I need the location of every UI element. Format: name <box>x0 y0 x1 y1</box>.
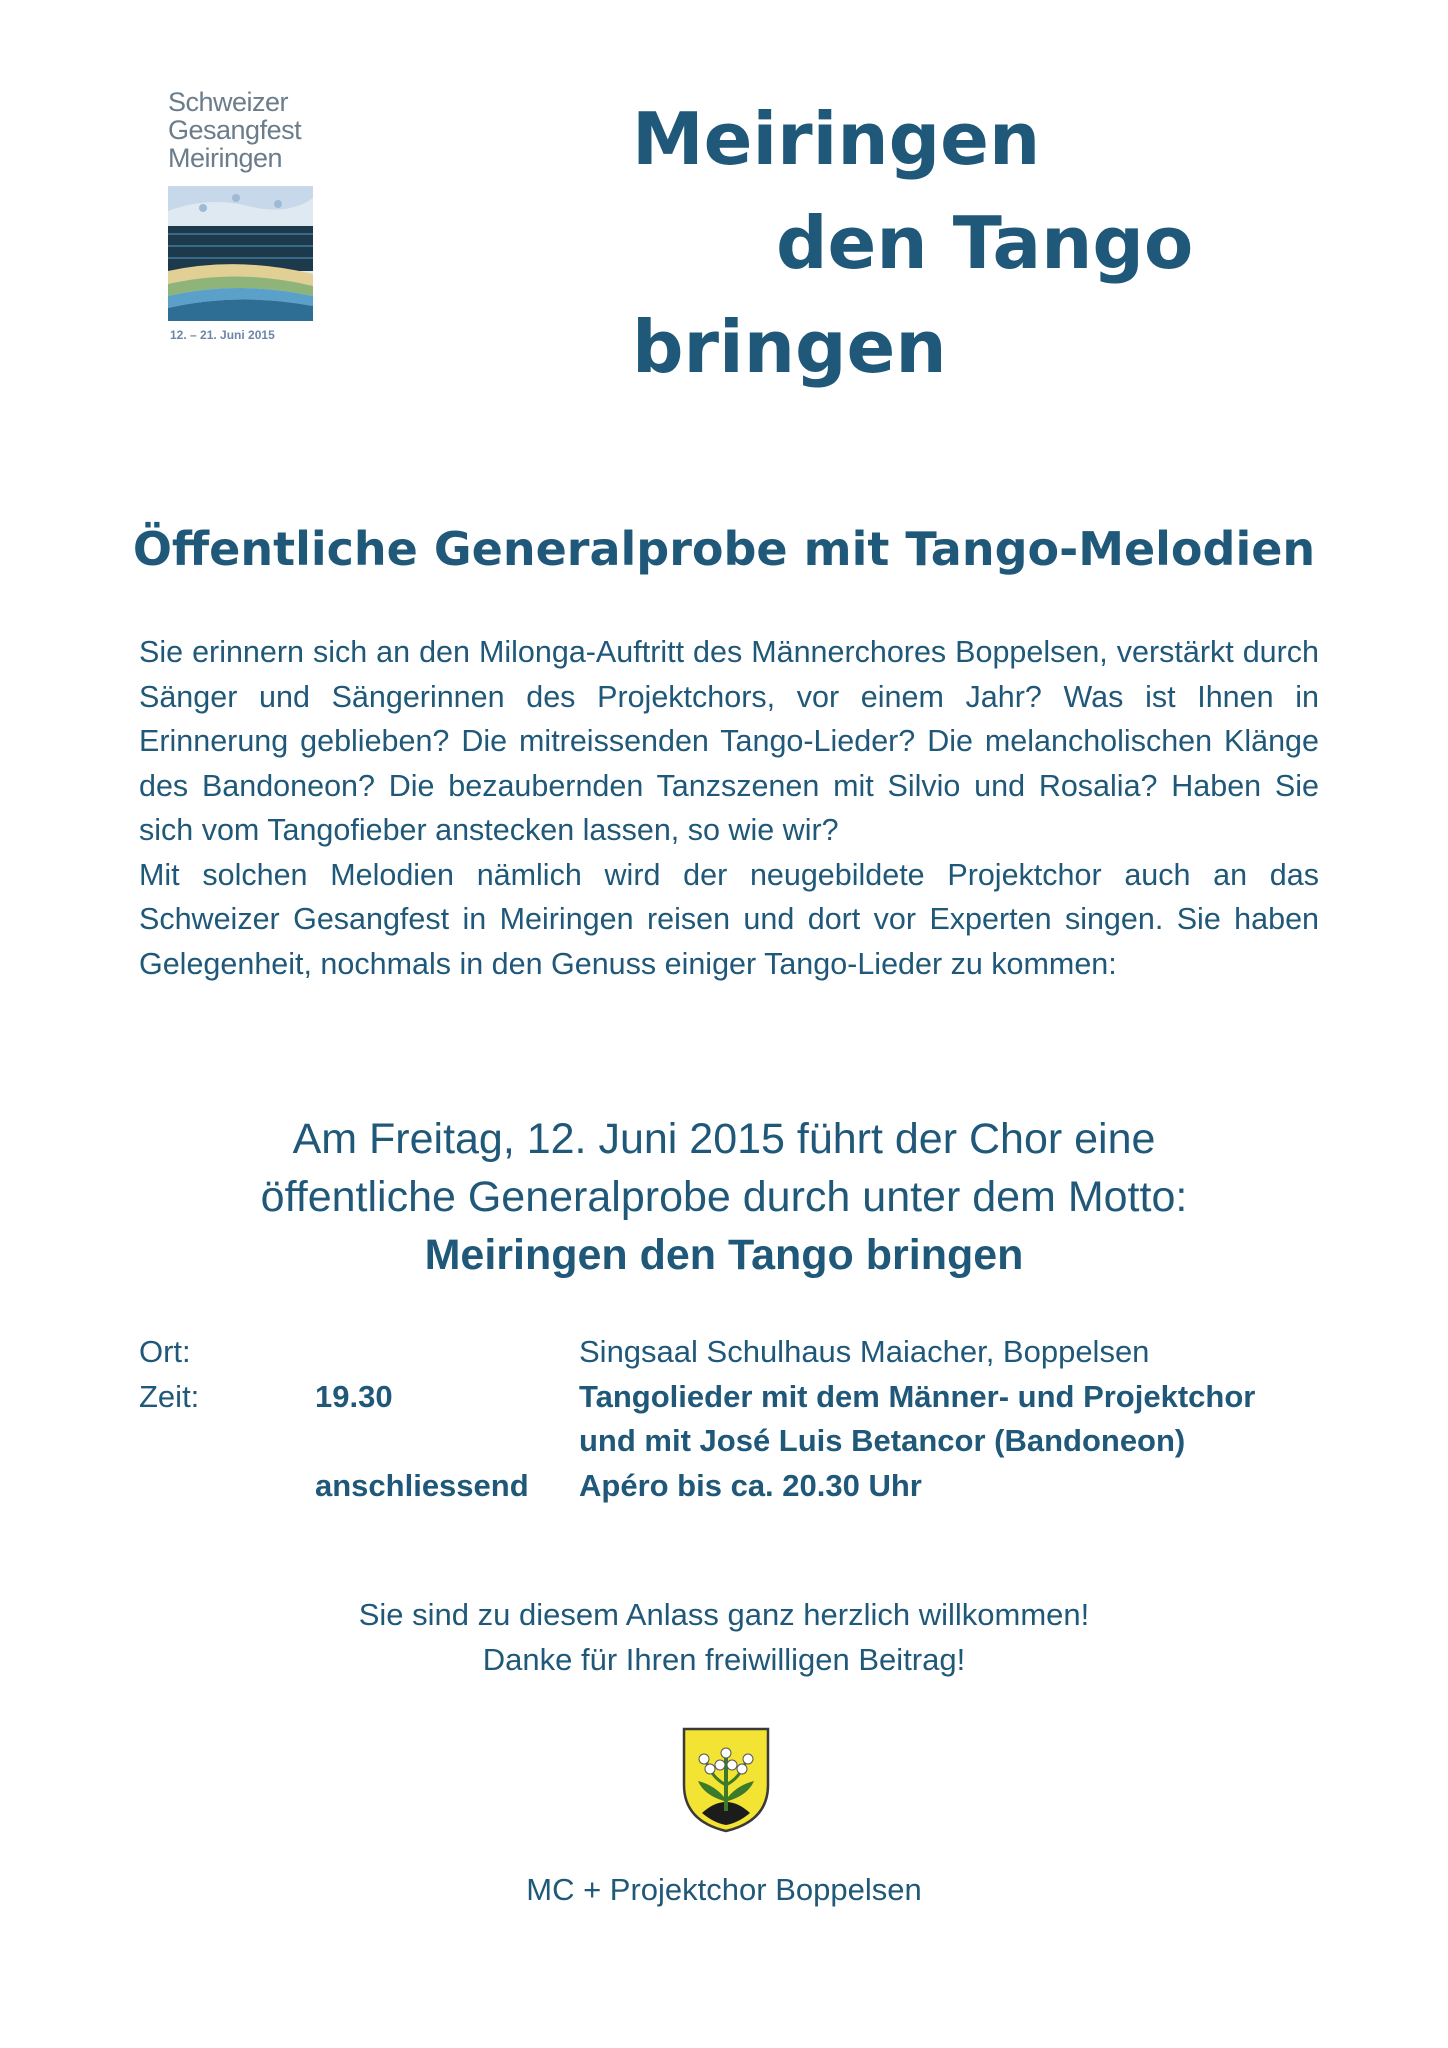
logo-dates: 12. – 21. Juni 2015 <box>170 328 275 342</box>
welcome-text <box>0 1592 1448 1682</box>
intro-text <box>139 630 1319 986</box>
festival-logo <box>168 88 333 348</box>
welcome-line-1: Sie sind zu diesem Anlass ganz herzlich willkommen! <box>358 1597 1090 1632</box>
logo-line-2: Gesangfest <box>168 115 302 145</box>
title-line-1: Meiringen <box>632 97 1041 181</box>
welcome-line-2: Danke für Ihren freiwilligen Beitrag! <box>482 1642 966 1677</box>
program-2: Apéro bis ca. 20.30 Uhr <box>579 1467 922 1503</box>
title-line-2: den Tango <box>776 201 1194 285</box>
ort-value: Singsaal Schulhaus Maiacher, Boppelsen <box>579 1334 1150 1369</box>
paragraph-2: Mit solchen Melodien nämlich wird der neugebildete Projektchor auch an das Schweizer Gesangfest in Meiringen reisen und dort vor Experten singen. Sie haben Gelegenheit, nochmals in den Genuss einiger Tango-Lieder zu kommen: <box>139 857 1319 981</box>
announcement-line-1: Am Freitag, 12. Juni 2015 führt der Chor eine <box>292 1115 1156 1163</box>
boppelsen-coat-of-arms-icon <box>680 1725 772 1835</box>
announcement-line-2: öffentliche Generalprobe durch unter dem Motto: <box>260 1173 1188 1221</box>
logo-line-1: Schweizer <box>168 87 289 117</box>
zeit-label: Zeit: <box>139 1378 200 1414</box>
program-1-line-1: Tangolieder mit dem Männer- und Projektchor <box>579 1378 1256 1414</box>
time-1: 19.30 <box>315 1378 393 1414</box>
time-2: anschliessend <box>315 1467 529 1503</box>
announcement <box>0 1110 1448 1284</box>
title-line-3: bringen <box>632 305 947 389</box>
footer-organizer: MC + Projektchor Boppelsen <box>526 1872 922 1907</box>
logo-graphic-icon <box>168 186 313 321</box>
page-subtitle: Öffentliche Generalprobe mit Tango-Melodien <box>132 522 1316 576</box>
ort-label: Ort: <box>139 1334 191 1369</box>
program-1-line-2: und mit José Luis Betancor (Bandoneon) <box>579 1423 1186 1458</box>
logo-line-3: Meiringen <box>168 143 283 173</box>
announcement-motto: Meiringen den Tango bringen <box>424 1231 1024 1279</box>
paragraph-1: Sie erinnern sich an den Milonga-Auftritt des Männerchores Boppelsen, verstärkt durch Sänger und Sängerinnen des Projektchors, vor einem Jahr? Was ist Ihnen in Erinnerung geblieben? Die mitreissenden Tango-Lieder? Die melancholischen Klänge des Bandoneon? Die bezaubernden Tanzszenen mit Silvio und Rosalia? Haben Sie sich vom Tangofieber anstecken lassen, so wie wir? <box>139 635 1319 847</box>
